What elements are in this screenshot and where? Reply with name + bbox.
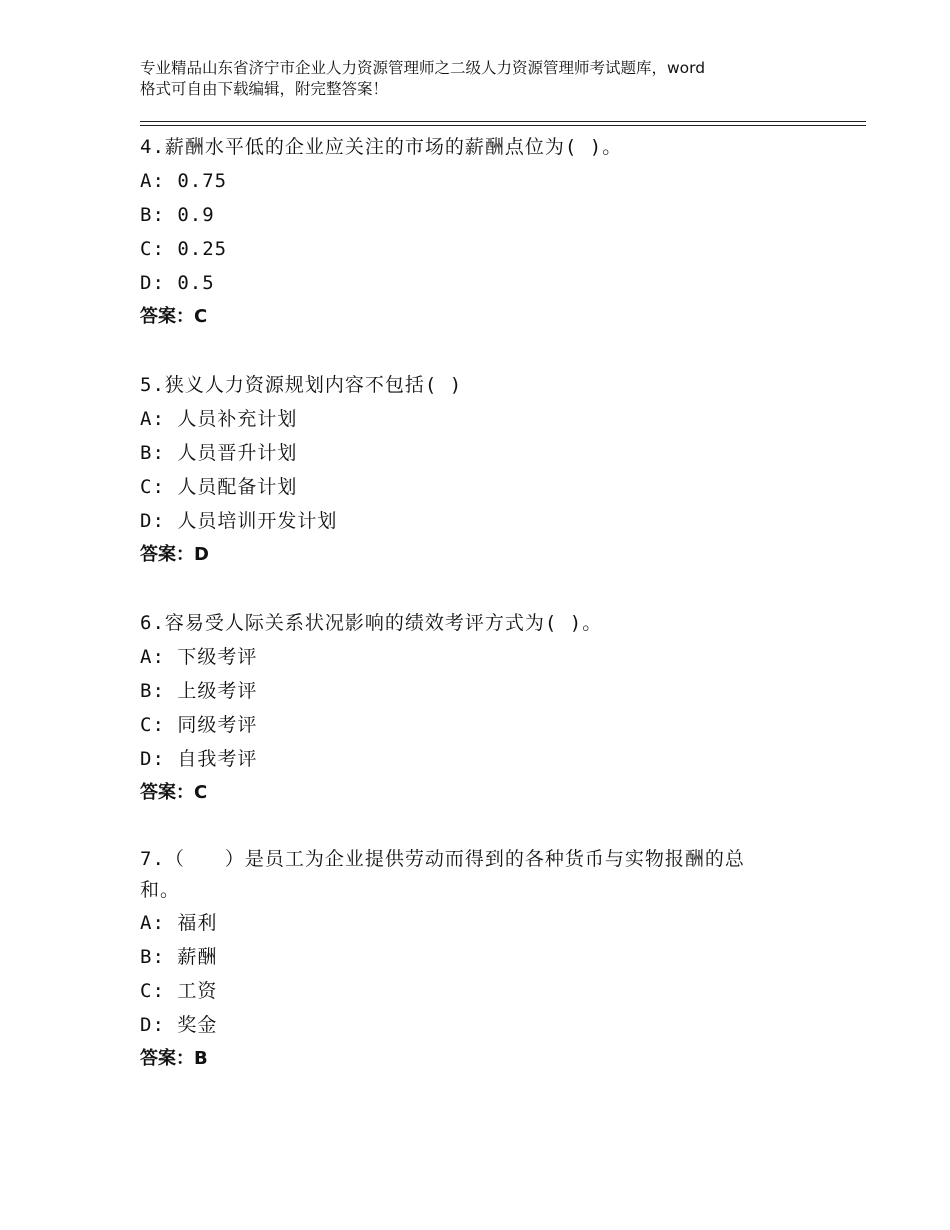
option-a: A: 人员补充计划 [140,408,298,430]
question-stem: 6.容易受人际关系状况影响的绩效考评方式为( )。 [140,612,603,634]
option-b: B: 0.9 [140,204,215,226]
option-b: B: 薪酬 [140,946,218,968]
document-header [140,58,840,100]
question-6 [140,606,820,810]
question-stem-line-2: 和。 [140,879,181,901]
question-5 [140,368,820,572]
header-divider-top [140,121,866,122]
question-stem: 4.薪酬水平低的企业应关注的市场的薪酬点位为( )。 [140,136,623,158]
answer: 答案：B [140,1048,208,1069]
question-list [140,130,820,1110]
option-a: A: 0.75 [140,170,228,192]
option-d: D: 奖金 [140,1014,218,1036]
option-c: C: 同级考评 [140,714,258,736]
option-d: D: 自我考评 [140,748,258,770]
question-stem: 5.狭义人力资源规划内容不包括( ) [140,374,463,396]
option-a: A: 福利 [140,912,218,934]
option-b: B: 人员晋升计划 [140,442,298,464]
question-4 [140,130,820,334]
option-d: D: 0.5 [140,272,215,294]
answer: 答案：D [140,544,209,565]
header-line-1: 专业精品山东省济宁市企业人力资源管理师之二级人力资源管理师考试题库，word [140,59,706,77]
option-c: C: 工资 [140,980,218,1002]
question-7 [140,844,820,1076]
answer: 答案：C [140,306,208,327]
answer: 答案：C [140,782,208,803]
option-b: B: 上级考评 [140,680,258,702]
option-c: C: 人员配备计划 [140,476,298,498]
option-c: C: 0.25 [140,238,228,260]
header-divider-bottom [140,125,866,126]
question-stem-line-1: 7.（ ）是员工为企业提供劳动而得到的各种货币与实物报酬的总 [140,848,745,870]
header-line-2: 格式可自由下载编辑，附完整答案！ [140,80,389,98]
option-d: D: 人员培训开发计划 [140,510,338,532]
option-a: A: 下级考评 [140,646,258,668]
